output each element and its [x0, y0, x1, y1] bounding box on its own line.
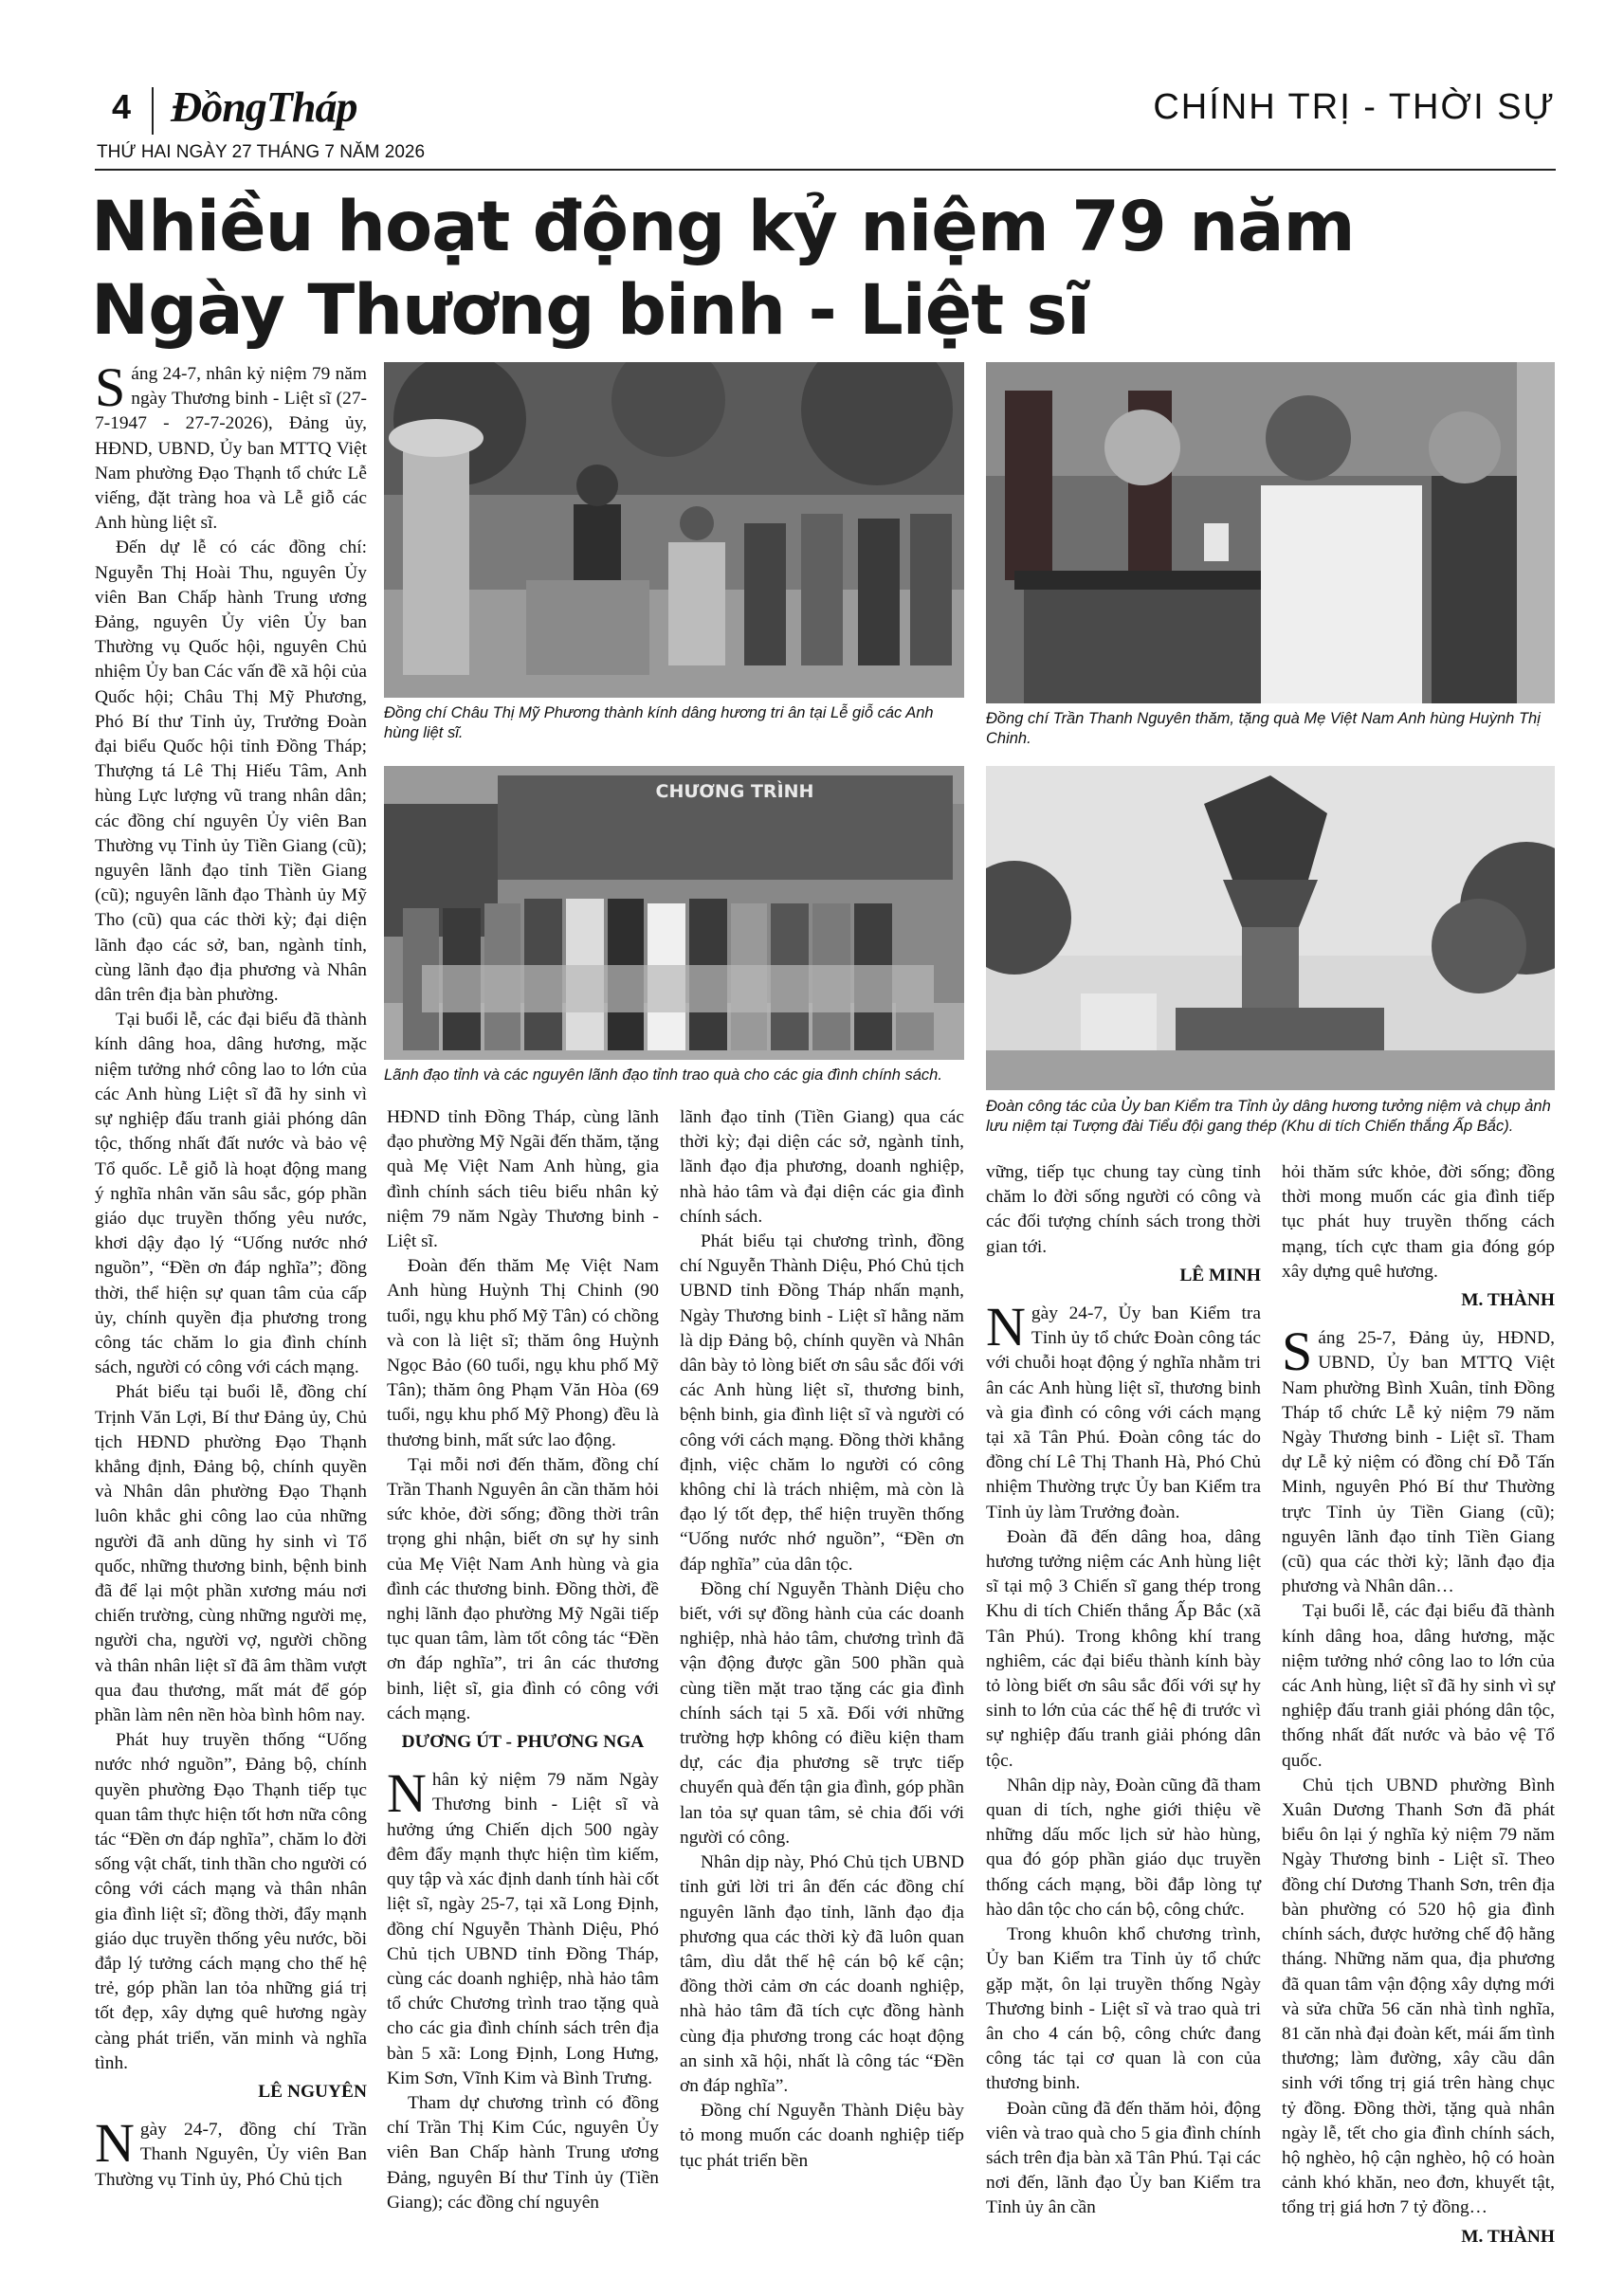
paragraph: vững, tiếp tục chung tay cùng tỉnh chăm lo đời sống người có công và các đối tượng chính sách trong thời gian tới. — [986, 1162, 1261, 1257]
article-column-5 — [1282, 1160, 1555, 2263]
paragraph: Tham dự chương trình có đồng chí Trần Thị Kim Cúc, nguyên Ủy viên Ban Chấp hành Trung ương Đảng, nguyên Bí thư Tỉnh ủy (Tiền Giang); các đồng chí nguyên — [387, 2092, 659, 2213]
paragraph: Đoàn đến thăm Mẹ Việt Nam Anh hùng Huỳnh Thị Chinh (90 tuổi, ngụ khu phố Mỹ Tân) có chồng và con là liệt sĩ; thăm ông Huỳnh Ngọc Bảo (60 tuổi, ngụ khu phố Mỹ Tân); thăm ông Phạm Văn Hòa (69 tuổi, ngụ khu phố Mỹ Phong) đều là thương binh, mất sức lao động. — [387, 1256, 659, 1450]
newspaper-logo: ĐồngTháp — [171, 82, 357, 131]
byline: DƯƠNG ÚT - PHƯƠNG NGA — [401, 1732, 645, 1753]
header-rule — [95, 169, 1556, 171]
dropcap: S — [95, 356, 126, 418]
paragraph: lãnh đạo tỉnh (Tiền Giang) qua các thời kỳ; đại diện các sở, ngành tỉnh, lãnh đạo địa phương, doanh nghiệp, nhà hảo tâm và đại diện các gia đình chính sách. — [680, 1107, 964, 1227]
paragraph: Đoàn cũng đã đến thăm hỏi, động viên và trao quà cho 5 gia đình chính sách trên địa bàn xã Tân Phú. Tại các nơi đến, lãnh đạo Ủy ban Kiểm tra Tỉnh ủy ân cần — [986, 2098, 1261, 2218]
paragraph: Phát biểu tại buổi lễ, đồng chí Trịnh Văn Lợi, Bí thư Đảng ủy, Chủ tịch HĐND phường Đạo Thạnh khẳng định, Đảng bộ, chính quyền và Nhân dân phường Đạo Thạnh luôn khắc ghi công lao của những người đã anh dũng hy sinh vì Tổ quốc, những thương binh, bệnh binh đã để lại một phần xương máu nơi chiến trường, cùng những người mẹ, người cha, người vợ, người chồng và thân nhân liệt sĩ đã âm thầm vượt qua đau thương, mất mát để góp phần làm nên nền hòa bình hôm nay. — [95, 1382, 367, 1725]
dropcap: N — [95, 2112, 135, 2175]
article-headline — [91, 186, 1551, 353]
photo-monument — [986, 766, 1555, 1090]
caption-photo-4: Đoàn công tác của Ủy ban Kiểm tra Tỉnh ủy dâng hương tưởng niệm và chụp ảnh lưu niệm tại Tượng đài Tiểu đội gang thép (Khu di tích Chiến thắng Ấp Bắc). — [986, 1098, 1551, 1135]
byline: LÊ NGUYÊN — [258, 2082, 367, 2103]
paragraph: áng 25-7, Đảng ủy, HĐND, UBND, Ủy ban MTTQ Việt Nam phường Bình Xuân, tỉnh Đồng Tháp tổ chức Lễ kỷ niệm 79 năm Ngày Thương binh - Liệt sĩ. Tham dự Lễ kỷ niệm có đồng chí Đỗ Tấn Minh, nguyên Phó Bí thư Thường trực Tỉnh ủy Tiền Giang (cũ); nguyên lãnh đạo tỉnh Tiền Giang (cũ) qua các thời kỳ; lãnh đạo địa phương và Nhân dân… — [1282, 1328, 1555, 1597]
article-column-2 — [387, 1105, 659, 2215]
paragraph: Đồng chí Nguyễn Thành Diệu bày tỏ mong muốn các doanh nghiệp tiếp tục phát triển bền — [680, 2101, 964, 2171]
page-number: 4 — [112, 87, 132, 126]
paragraph: gày 24-7, đồng chí Trần Thanh Nguyên, Ủy viên Ban Thường vụ Tỉnh ủy, Phó Chủ tịch — [95, 2120, 367, 2190]
caption-photo-2: Đồng chí Trần Thanh Nguyên thăm, tặng quà Mẹ Việt Nam Anh hùng Huỳnh Thị Chinh. — [986, 710, 1541, 747]
paragraph: Trong khuôn khổ chương trình, Ủy ban Kiểm tra Tỉnh ủy tổ chức gặp mặt, ôn lại truyền thống Ngày Thương binh - Liệt sĩ và trao quà tri ân cho 4 cán bộ, công chức đang công tác tại cơ quan là con của thương binh. — [986, 1924, 1261, 2094]
byline: M. THÀNH — [1461, 1290, 1555, 1311]
paragraph: Phát biểu tại chương trình, đồng chí Nguyễn Thành Diệu, Phó Chủ tịch UBND tỉnh Đồng Tháp nhấn mạnh, Ngày Thương binh - Liệt sĩ hằng năm là dịp Đảng bộ, chính quyền và Nhân dân bày tỏ lòng biết ơn sâu sắc đối với các Anh hùng liệt sĩ, thương binh, bệnh binh, gia đình liệt sĩ và người có công với cách mạng. Đồng thời khẳng định, việc chăm lo người có công không chỉ là trách nhiệm, mà còn là đạo lý tốt đẹp, thể hiện truyền thống “Uống nước nhớ nguồn”, “Đền ơn đáp nghĩa” của dân tộc. — [680, 1231, 964, 1575]
dropcap: N — [986, 1296, 1026, 1358]
paragraph: Tại buổi lễ, các đại biểu đã thành kính dâng hoa, dâng hương, mặc niệm tưởng nhớ công lao to lớn của các Anh hùng Liệt sĩ đã hy sinh vì sự nghiệp đấu tranh giải phóng dân tộc, thống nhất đất nước và bảo vệ Tổ quốc. Lễ giỗ là hoạt động mang ý nghĩa nhân văn sâu sắc, góp phần giáo dục truyền thống yêu nước, khơi dậy đạo lý “Uống nước nhớ nguồn”, “Đền ơn đáp nghĩa”; đồng thời, thể hiện sự quan tâm của cấp ủy, chính quyền địa phương trong công tác chăm lo gia đình chính sách, người có công với cách mạng. — [95, 1010, 367, 1378]
photo-heroic-mother-visit — [986, 362, 1555, 703]
paragraph: Đến dự lễ có các đồng chí: Nguyễn Thị Hoài Thu, nguyên Ủy viên Ban Chấp hành Trung ương Đảng, nguyên Ủy viên Ủy ban Thường vụ Quốc hội, nguyên Chủ nhiệm Ủy ban Các vấn đề xã hội của Quốc hội; Châu Thị Mỹ Phương, Phó Bí thư Tỉnh ủy, Trưởng Đoàn đại biểu Quốc hội tỉnh Đồng Tháp; Thượng tá Lê Thị Hiếu Tâm, Anh hùng Lực lượng vũ trang nhân dân; các đồng chí nguyên Ủy viên Ban Thường vụ Tỉnh ủy Tiền Giang (cũ); nguyên lãnh đạo tỉnh Tiền Giang (cũ); nguyên lãnh đạo Thành ủy Mỹ Tho (cũ) qua các thời kỳ; đại diện lãnh đạo các sở, ban, ngành tỉnh, cùng lãnh đạo địa phương và Nhân dân trên địa bàn phường. — [95, 538, 367, 1006]
dropcap: N — [387, 1762, 427, 1825]
article-column-1 — [95, 356, 367, 2193]
article-column-4 — [986, 1160, 1261, 2221]
issue-date: THỨ HAI NGÀY 27 THÁNG 7 NĂM 2026 — [97, 142, 426, 162]
section-title: CHÍNH TRỊ - THỜI SỰ — [1153, 87, 1556, 127]
caption-photo-1: Đồng chí Châu Thị Mỹ Phương thành kính dâng hương tri ân tại Lễ giỗ các Anh hùng liệt sĩ. — [384, 704, 934, 741]
byline: LÊ MINH — [1179, 1265, 1261, 1285]
paragraph: Tại mỗi nơi đến thăm, đồng chí Trần Thanh Nguyên ân cần thăm hỏi sức khỏe, đời sống; đồng thời trân trọng ghi nhận, biết ơn sự hy sinh của Mẹ Việt Nam Anh hùng và gia đình các thương binh. Đồng thời, đề nghị lãnh đạo phường Mỹ Ngãi tiếp tục quan tâm, làm tốt công tác “Đền ơn đáp nghĩa”, tri ân các thương binh, liệt sĩ, gia đình có công với cách mạng. — [387, 1454, 659, 1723]
paragraph: HĐND tỉnh Đồng Tháp, cùng lãnh đạo phường Mỹ Ngãi đến thăm, tặng quà Mẹ Việt Nam Anh hùng, gia đình chính sách tiêu biểu nhân kỷ niệm 79 năm Ngày Thương binh - Liệt sĩ. — [387, 1107, 659, 1252]
paragraph: Nhân dịp này, Phó Chủ tịch UBND tỉnh gửi lời tri ân đến các đồng chí nguyên lãnh đạo tỉnh, lãnh đạo địa phương qua các thời kỳ đã luôn quan tâm, dìu dắt thế hệ cán bộ kế cận; đồng thời cảm ơn các doanh nghiệp, nhà hảo tâm đã tích cực đồng hành cùng địa phương trong các hoạt động an sinh xã hội, nhất là công tác “Đền ơn đáp nghĩa”. — [680, 1852, 964, 2096]
paragraph: áng 24-7, nhân kỷ niệm 79 năm ngày Thương binh - Liệt sĩ (27-7-1947 - 27-7-2026), Đảng ủy, HĐND, UBND, Ủy ban MTTQ Việt Nam phường Đạo Thạnh tổ chức Lễ viếng, đặt tràng hoa và Lễ giỗ các Anh hùng liệt sĩ. — [95, 364, 367, 534]
paragraph: Đoàn đã đến dâng hoa, dâng hương tưởng niệm các Anh hùng liệt sĩ tại mộ 3 Chiến sĩ gang thép trong Khu di tích Chiến thắng Ấp Bắc (xã Tân Phú). Trong không khí trang nghiêm, các đại biểu thành kính bày tỏ lòng biết ơn sâu sắc đối với sự hy sinh to lớn của các thế hệ đi trước vì sự nghiệp đấu tranh giải phóng dân tộc. — [986, 1526, 1261, 1771]
header-divider — [152, 87, 154, 135]
banner-title: CHƯƠNG TRÌNH — [655, 781, 814, 802]
headline-line-2: Ngày Thương binh - Liệt sĩ — [91, 270, 1090, 351]
paragraph: Nhân dịp này, Đoàn cũng đã tham quan di tích, nghe giới thiệu về những dấu mốc lịch sử hào hùng, qua đó góp phần giáo dục truyền thống cách mạng, bồi đắp lòng tự hào dân tộc cho cán bộ, công chức. — [986, 1775, 1261, 1920]
paragraph: hân kỷ niệm 79 năm Ngày Thương binh - Liệt sĩ và hưởng ứng Chiến dịch 500 ngày đêm đẩy mạnh thực hiện tìm kiếm, quy tập và xác định danh tính hài cốt liệt sĩ, ngày 25-7, tại xã Long Định, đồng chí Nguyễn Thành Diệu, Phó Chủ tịch UBND tỉnh Đồng Tháp, cùng các doanh nghiệp, nhà hảo tâm tổ chức Chương trình trao tặng quà cho các gia đình chính sách trên địa bàn 5 xã: Long Định, Long Hưng, Kim Sơn, Vĩnh Kim và Bình Trưng. — [387, 1770, 659, 2088]
dropcap: S — [1282, 1321, 1313, 1383]
photo-gift-giving — [384, 766, 964, 1060]
article-column-3 — [680, 1105, 964, 2174]
headline-line-1: Nhiều hoạt động kỷ niệm 79 năm — [91, 187, 1355, 267]
paragraph: hỏi thăm sức khỏe, đời sống; đồng thời mong muốn các gia đình tiếp tục phát huy truyền thống cách mạng, tích cực tham gia đóng góp xây dựng quê hương. — [1282, 1162, 1555, 1282]
photo-incense-offering — [384, 362, 964, 698]
byline: M. THÀNH — [1461, 2226, 1555, 2247]
paragraph: Phát huy truyền thống “Uống nước nhớ nguồn”, Đảng bộ, chính quyền phường Đạo Thạnh tiếp tục quan tâm thực hiện tốt hơn nữa công tác “Đền ơn đáp nghĩa”, chăm lo đời sống vật chất, tinh thần cho người có công với cách mạng và thân nhân gia đình liệt sĩ; đồng thời, đẩy mạnh giáo dục truyền thống yêu nước, bồi đắp lý tưởng cách mạng cho thế hệ trẻ, góp phần lan tỏa những giá trị tốt đẹp, xây dựng quê hương ngày càng phát triển, văn minh và nghĩa tình. — [95, 1730, 367, 2073]
caption-photo-3: Lãnh đạo tỉnh và các nguyên lãnh đạo tỉnh trao quà cho các gia đình chính sách. — [384, 1066, 942, 1084]
paragraph: Đồng chí Nguyễn Thành Diệu cho biết, với sự đồng hành của các doanh nghiệp, nhà hảo tâm, chương trình đã vận động được gần 500 phần quà cùng tiền mặt trao tặng các gia đình chính sách tại 5 xã. Đối với những trường hợp không có điều kiện tham dự, các địa phương sẽ trực tiếp chuyển quà đến tận gia đình, góp phần lan tỏa sự quan tâm, sẻ chia đối với người có công. — [680, 1578, 964, 1848]
paragraph: Tại buổi lễ, các đại biểu đã thành kính dâng hoa, dâng hương, mặc niệm tưởng nhớ công lao to lớn của các Anh hùng, liệt sĩ đã hy sinh vì sự nghiệp đấu tranh giải phóng dân tộc, thống nhất đất nước và bảo vệ Tổ quốc. — [1282, 1601, 1555, 1771]
paragraph: Chủ tịch UBND phường Bình Xuân Dương Thanh Sơn đã phát biểu ôn lại ý nghĩa kỷ niệm 79 năm Ngày Thương binh - Liệt sĩ. Theo đồng chí Dương Thanh Sơn, trên địa bàn phường có 520 hộ gia đình chính sách, được hưởng chế độ hằng tháng. Những năm qua, địa phương đã quan tâm vận động xây dựng mới và sửa chữa 56 căn nhà tình nghĩa, 81 căn nhà đại đoàn kết, mái ấm tình thương; làm đường, xây cầu dân sinh với tổng trị giá trên hàng chục tỷ đồng. Đồng thời, tặng quà nhân ngày lễ, tết cho gia đình chính sách, hộ nghèo, hộ cận nghèo, hộ có hoàn cảnh khó khăn, neo đơn, khuyết tật, tổng trị giá hơn 7 tỷ đồng… — [1282, 1775, 1555, 2218]
paragraph: gày 24-7, Ủy ban Kiểm tra Tỉnh ủy tổ chức Đoàn công tác với chuỗi hoạt động ý nghĩa nhằm tri ân các Anh hùng liệt sĩ, thương binh và gia đình có công với cách mạng tại xã Tân Phú. Đoàn công tác do đồng chí Lê Thị Thanh Hà, Phó Chủ nhiệm Thường trực Ủy ban Kiểm tra Tỉnh ủy làm Trưởng đoàn. — [986, 1303, 1261, 1522]
